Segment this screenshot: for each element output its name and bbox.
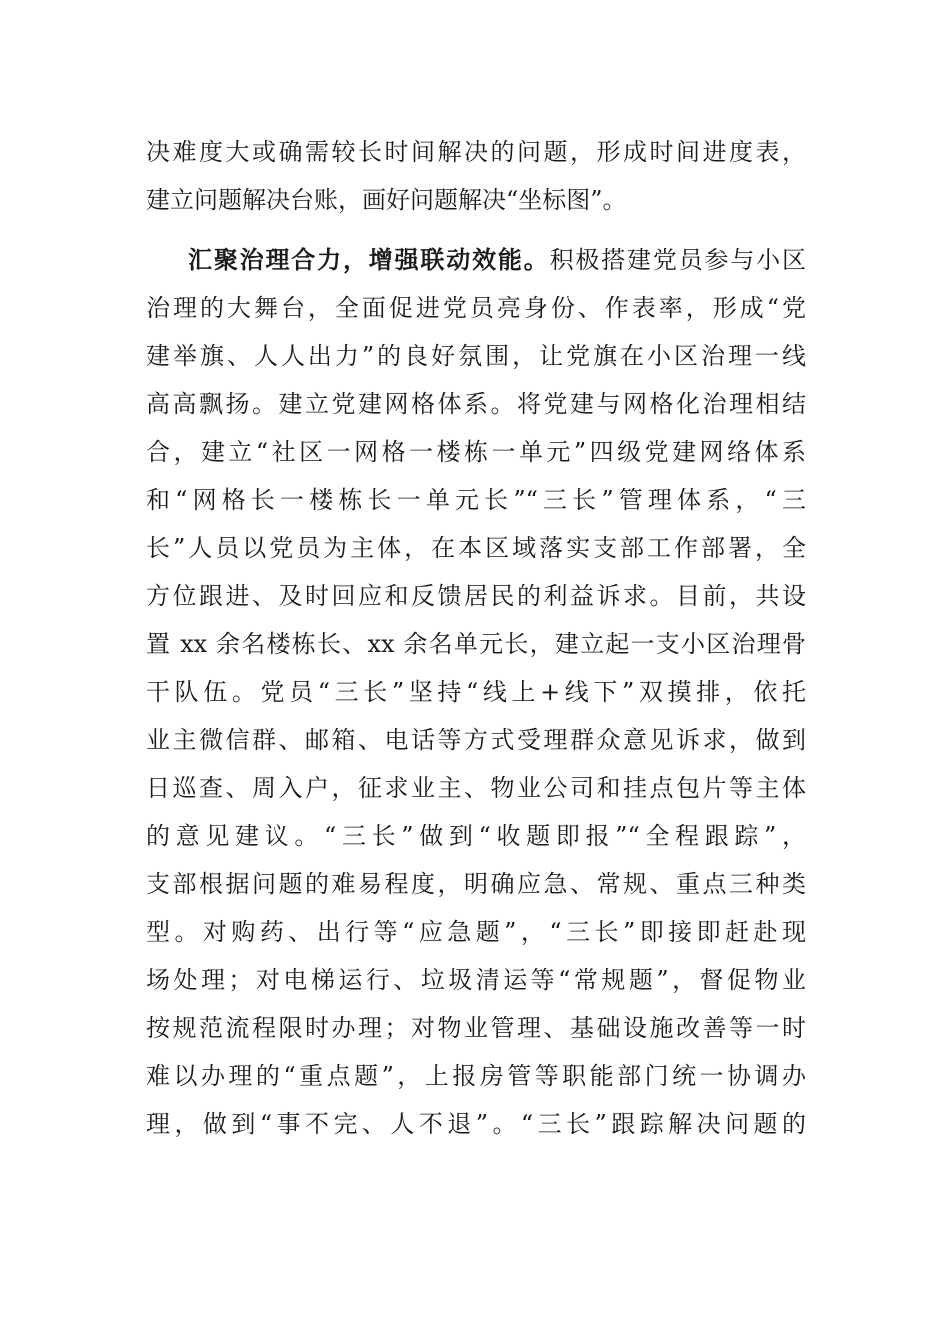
text-line: 干队伍。党员“三长”坚持“线上+线下”双摸排，依托 bbox=[146, 678, 806, 706]
text-line: 理，做到“事不完、人不退”。“三长”跟踪解决问题的 bbox=[146, 1110, 806, 1138]
document-body bbox=[146, 128, 806, 1148]
text-line: 和“网格长一楼栋长一单元长”“三长”管理体系，“三 bbox=[146, 486, 806, 514]
text-line: 难以办理的“重点题”，上报房管等职能部门统一协调办 bbox=[146, 1062, 806, 1090]
text-line: 高高飘扬。建立党建网格体系。将党建与网格化治理相结 bbox=[146, 390, 806, 418]
text-line: 按规范流程限时办理；对物业管理、基础设施改善等一时 bbox=[146, 1014, 806, 1042]
text-span: 积极搭建党员参与小区 bbox=[549, 246, 807, 274]
text-line: 方位跟进、及时回应和反馈居民的利益诉求。目前，共设 bbox=[146, 582, 806, 610]
text-line: 治理的大舞台，全面促进党员亮身份、作表率，形成“党 bbox=[146, 294, 806, 322]
text-line: 的意见建议。“三长”做到“收题即报”“全程跟踪”， bbox=[146, 822, 806, 850]
text-line: 建立问题解决台账，画好问题解决“坐标图”。 bbox=[146, 186, 627, 214]
text-line: 置 xx 余名楼栋长、xx 余名单元长，建立起一支小区治理骨 bbox=[146, 630, 806, 658]
text-line: 决难度大或确需较长时间解决的问题，形成时间进度表， bbox=[146, 138, 806, 166]
text-line: 场处理；对电梯运行、垃圾清运等“常规题”，督促物业 bbox=[146, 966, 806, 994]
text-line: 支部根据问题的难易程度，明确应急、常规、重点三种类 bbox=[146, 870, 806, 898]
paragraph-first-line bbox=[146, 236, 806, 284]
text-line: 业主微信群、邮箱、电话等方式受理群众意见诉求，做到 bbox=[146, 726, 806, 754]
paragraph-heading: 汇聚治理合力，增强联动效能。 bbox=[188, 246, 550, 274]
text-line: 日巡查、周入户，征求业主、物业公司和挂点包片等主体 bbox=[146, 774, 806, 802]
text-line: 长”人员以党员为主体，在本区域落实支部工作部署，全 bbox=[146, 534, 806, 562]
paragraph-spacer bbox=[146, 224, 806, 236]
text-line: 型。对购药、出行等“应急题”，“三长”即接即赶赴现 bbox=[146, 918, 806, 946]
text-line: 建举旗、人人出力”的良好氛围，让党旗在小区治理一线 bbox=[146, 342, 806, 370]
text-line: 合，建立“社区一网格一楼栋一单元”四级党建网络体系 bbox=[146, 438, 806, 466]
